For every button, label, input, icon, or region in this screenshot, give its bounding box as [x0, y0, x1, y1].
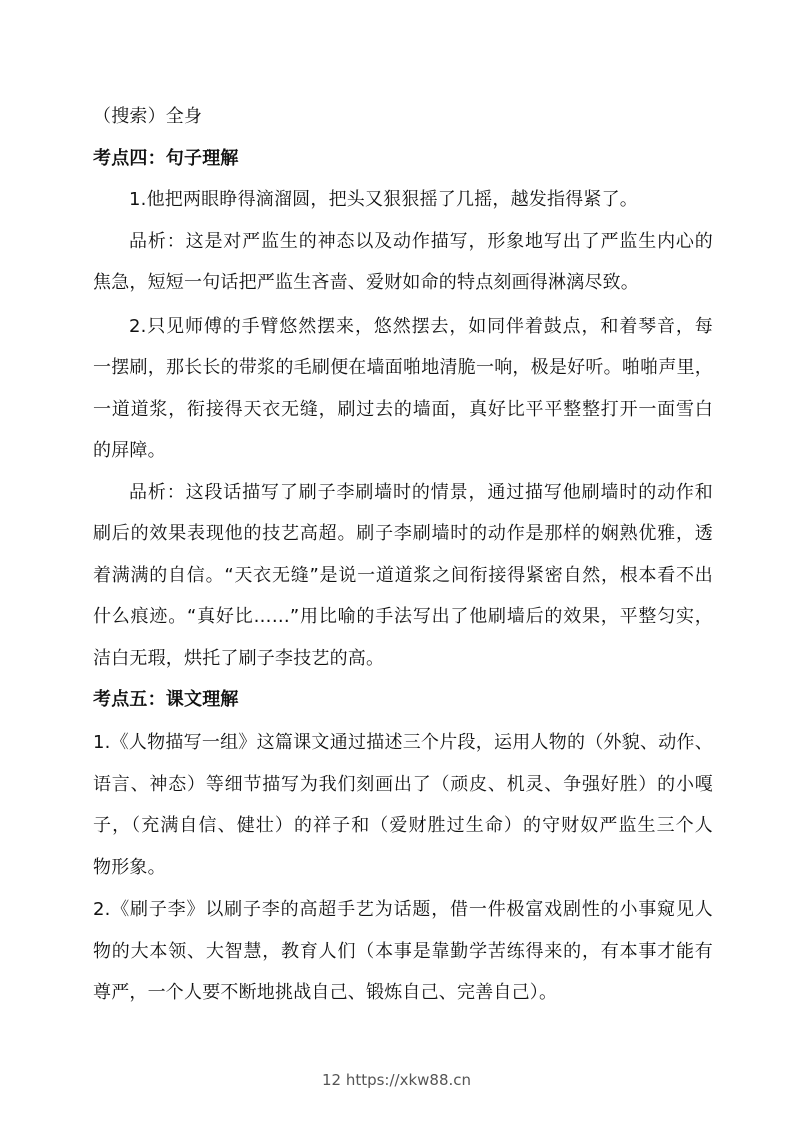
point-2-line: 物的大本领、大智慧，教育人们（本事是靠勤学苦练得来的，有本事才能有	[93, 941, 713, 962]
section-heading-5: 考点五：课文理解	[93, 689, 239, 710]
section-heading-4: 考点四：句子理解	[93, 148, 239, 169]
page-footer	[0, 1071, 793, 1089]
point-1-line: 语言、神态）等细节描写为我们刻画出了（顽皮、机灵、争强好胜）的小嘎	[93, 774, 713, 795]
sentence-1: 1.他把两眼睁得滴溜圆，把头又狠狠摇了几摇，越发指得紧了。	[129, 189, 638, 210]
point-2-line: 尊严，一个人要不断地挑战自己、锻炼自己、完善自己）。	[93, 982, 558, 1003]
sentence-2: 2.只见师傅的手臂悠然摆来，悠然摆去，如同伴着鼓点，和着琴音，每	[129, 316, 713, 337]
sentence-2-line: 一道道浆，衔接得天衣无缝，刷过去的墙面，真好比平平整整打开一面雪白	[93, 399, 713, 420]
sentence-2-line: 的屏障。	[93, 440, 166, 461]
analysis-line: 焦急，短短一句话把严监生吝啬、爱财如命的特点刻画得淋漓尽致。	[93, 272, 639, 293]
analysis-line: 什么痕迹。“真好比……”用比喻的手法写出了他刷墙后的效果，平整匀实，	[93, 606, 713, 627]
sentence-2-line: 一摆刷，那长长的带浆的毛刷便在墙面啪地清脆一响，极是好听。啪啪声里，	[93, 357, 713, 378]
point-1-line: 物形象。	[93, 857, 166, 878]
page-number: 12	[321, 1071, 342, 1089]
analysis-line: 着满满的自信。“天衣无缝”是说一道道浆之间衔接得紧密自然，根本看不出	[93, 565, 713, 586]
analysis-line: 品析：这段话描写了刷子李刷墙时的情景，通过描写他刷墙时的动作和	[129, 482, 713, 503]
analysis-line: 品析：这是对严监生的神态以及动作描写，形象地写出了严监生内心的	[129, 231, 713, 252]
analysis-line: 洁白无瑕，烘托了刷子李技艺的高。	[93, 648, 385, 669]
point-2: 2.《刷子李》以刷子李的高超手艺为话题，借一件极富戏剧性的小事窥见人	[93, 899, 713, 920]
point-1-line: 子，（充满自信、健壮）的祥子和（爱财胜过生命）的守财奴严监生三个人	[93, 815, 713, 836]
text-line: （搜索）全身	[93, 106, 203, 127]
point-1: 1.《人物描写一组》这篇课文通过描述三个片段，运用人物的（外貌、动作、	[93, 732, 713, 753]
footer-url[interactable]: https://xkw88.cn	[345, 1071, 472, 1089]
analysis-line: 刷后的效果表现他的技艺高超。刷子李刷墙时的动作是那样的娴熟优雅，透	[93, 523, 713, 544]
